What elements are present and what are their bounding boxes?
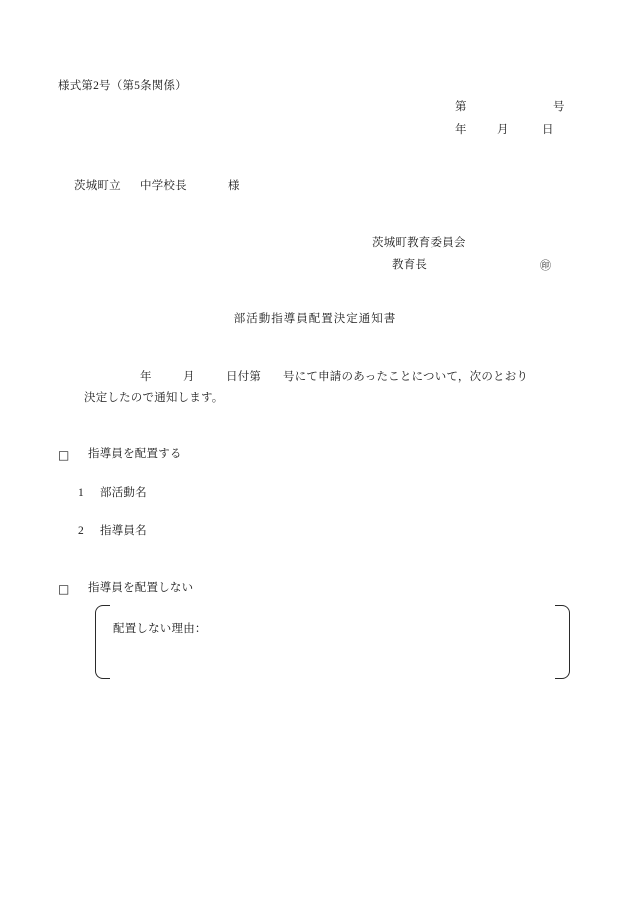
date-month-label: 月 xyxy=(497,124,509,136)
reason-label: 配置しない理由： xyxy=(113,623,207,635)
body-day-prefix: 日付第 xyxy=(226,371,262,383)
body-line-2: 決定したので通知します。 xyxy=(84,392,224,404)
option-not-assign-label: 指導員を配置しない xyxy=(88,582,194,594)
checkbox-not-assign[interactable]: □ xyxy=(58,582,70,596)
addressee-school: 中学校長 xyxy=(140,180,187,192)
date-day-label: 日 xyxy=(542,124,554,136)
reason-bracket xyxy=(95,605,570,677)
page-title: 部活動指導員配置決定通知書 xyxy=(233,313,397,325)
body-year-label: 年 xyxy=(140,371,152,383)
item-1-label: 部活動名 xyxy=(100,487,147,499)
option-assign-label: 指導員を配置する xyxy=(88,448,182,460)
document-number-label: 第 xyxy=(455,101,467,113)
bracket-right xyxy=(555,605,570,679)
body-month-label: 月 xyxy=(183,371,195,383)
item-1-number: 1 xyxy=(78,487,84,499)
item-2-label: 指導員名 xyxy=(100,525,147,537)
document-number-unit: 号 xyxy=(553,101,565,113)
seal-icon: ㊞ xyxy=(540,259,552,272)
bracket-left xyxy=(95,605,110,679)
issuer-organization: 茨城町教育委員会 xyxy=(372,237,466,249)
body-number-suffix: 号にて申請のあったことについて，次のとおり xyxy=(283,371,529,383)
addressee-honorific: 様 xyxy=(228,180,240,192)
addressee-town: 茨城町立 xyxy=(74,180,121,192)
checkbox-assign[interactable]: □ xyxy=(58,448,70,462)
form-number: 様式第2号（第5条関係） xyxy=(58,80,187,92)
item-2-number: 2 xyxy=(78,525,84,537)
issuer-title: 教育長 xyxy=(392,259,428,271)
date-year-label: 年 xyxy=(455,124,467,136)
